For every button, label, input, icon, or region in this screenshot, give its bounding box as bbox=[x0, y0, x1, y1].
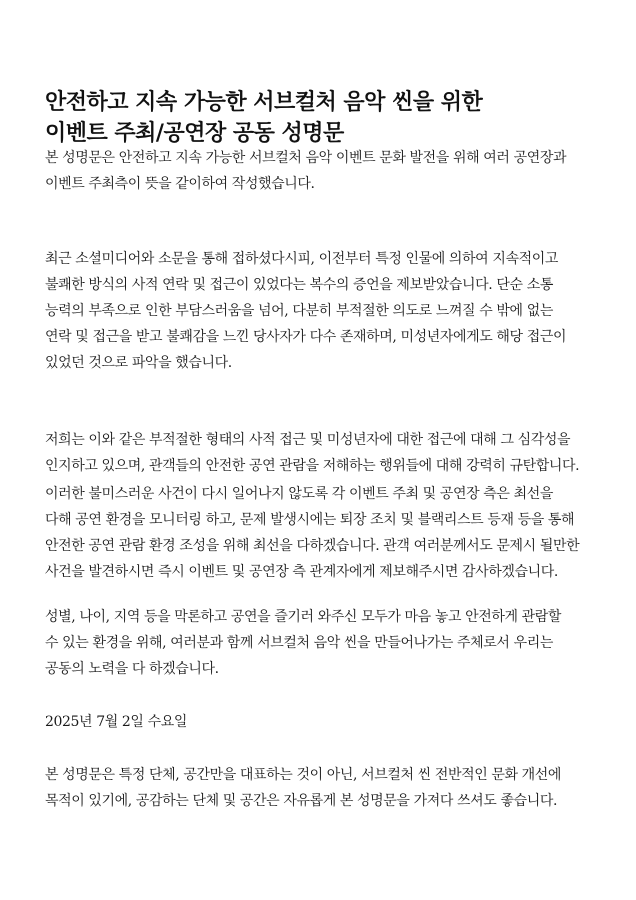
title-line: 안전하고 지속 가능한 서브컬처 음악 씬을 위한 bbox=[45, 90, 483, 115]
text-line: 사건을 발견하시면 즉시 이벤트 및 공연장 측 관계자에게 제보해주시면 감사하겠습니다. bbox=[45, 564, 558, 580]
text-line: 수 있는 환경을 위해, 여러분과 함께 서브컬처 음악 씬을 만들어나가는 주체로서 우리는 bbox=[45, 635, 553, 651]
document-title bbox=[45, 87, 605, 149]
text-line: 성별, 나이, 지역 등을 막론하고 공연을 즐기러 와주신 모두가 마음 놓고 안전하게 관람할 bbox=[45, 609, 562, 625]
paragraph-intro bbox=[45, 145, 605, 197]
date-line: 2025년 7월 2일 수요일 bbox=[45, 714, 187, 730]
paragraph-incident bbox=[45, 246, 605, 376]
text-line: 불쾌한 방식의 사적 연락 및 접근이 있었다는 복수의 증언을 제보받았습니다. 단순 소통 bbox=[45, 277, 553, 293]
text-line: 이벤트 주최측이 뜻을 같이하여 작성했습니다. bbox=[45, 176, 315, 192]
text-line: 본 성명문은 안전하고 지속 가능한 서브컬처 음악 이벤트 문화 발전을 위해 여러 공연장과 bbox=[45, 150, 567, 166]
paragraph-measures bbox=[45, 481, 605, 585]
text-line: 이러한 불미스러운 사건이 다시 일어나지 않도록 각 이벤트 주최 및 공연장 측은 최선을 bbox=[45, 486, 553, 502]
text-line: 공동의 노력을 다 하겠습니다. bbox=[45, 661, 219, 677]
paragraph-usage-note bbox=[45, 762, 605, 814]
text-line: 인지하고 있으며, 관객들의 안전한 공연 관람을 저해하는 행위들에 대해 강력히 규탄합니다. bbox=[45, 458, 580, 474]
text-line: 본 성명문은 특정 단체, 공간만을 대표하는 것이 아닌, 서브컬처 씬 전반적인 문화 개선에 bbox=[45, 767, 562, 783]
text-line: 목적이 있기에, 공감하는 단체 및 공간은 자유롭게 본 성명문을 가져다 쓰셔도 좋습니다. bbox=[45, 793, 557, 809]
text-line: 안전한 공연 관람 환경 조성을 위해 최선을 다하겠습니다. 관객 여러분께서도 문제시 될만한 bbox=[45, 538, 580, 554]
paragraph-commitment bbox=[45, 604, 605, 682]
text-line: 있었던 것으로 파악을 했습니다. bbox=[45, 355, 232, 371]
title-line: 이벤트 주최/공연장 공동 성명문 bbox=[45, 121, 344, 146]
text-line: 저희는 이와 같은 부적절한 형태의 사적 접근 및 미성년자에 대한 접근에 대해 그 심각성을 bbox=[45, 432, 571, 448]
text-line: 능력의 부족으로 인한 부담스러움을 넘어, 다분히 부적절한 의도로 느껴질 수 밖에 없는 bbox=[45, 303, 553, 319]
paragraph-condemnation bbox=[45, 427, 605, 479]
text-line: 다해 공연 환경을 모니터링 하고, 문제 발생시에는 퇴장 조치 및 블랙리스트 등재 등을 통해 bbox=[45, 512, 575, 528]
text-line: 연락 및 접근을 받고 불쾌감을 느낀 당사자가 다수 존재하며, 미성년자에게도 해당 접근이 bbox=[45, 329, 567, 345]
statement-date bbox=[45, 709, 605, 735]
text-line: 최근 소셜미디어와 소문을 통해 접하셨다시피, 이전부터 특정 인물에 의하여 지속적이고 bbox=[45, 251, 558, 267]
